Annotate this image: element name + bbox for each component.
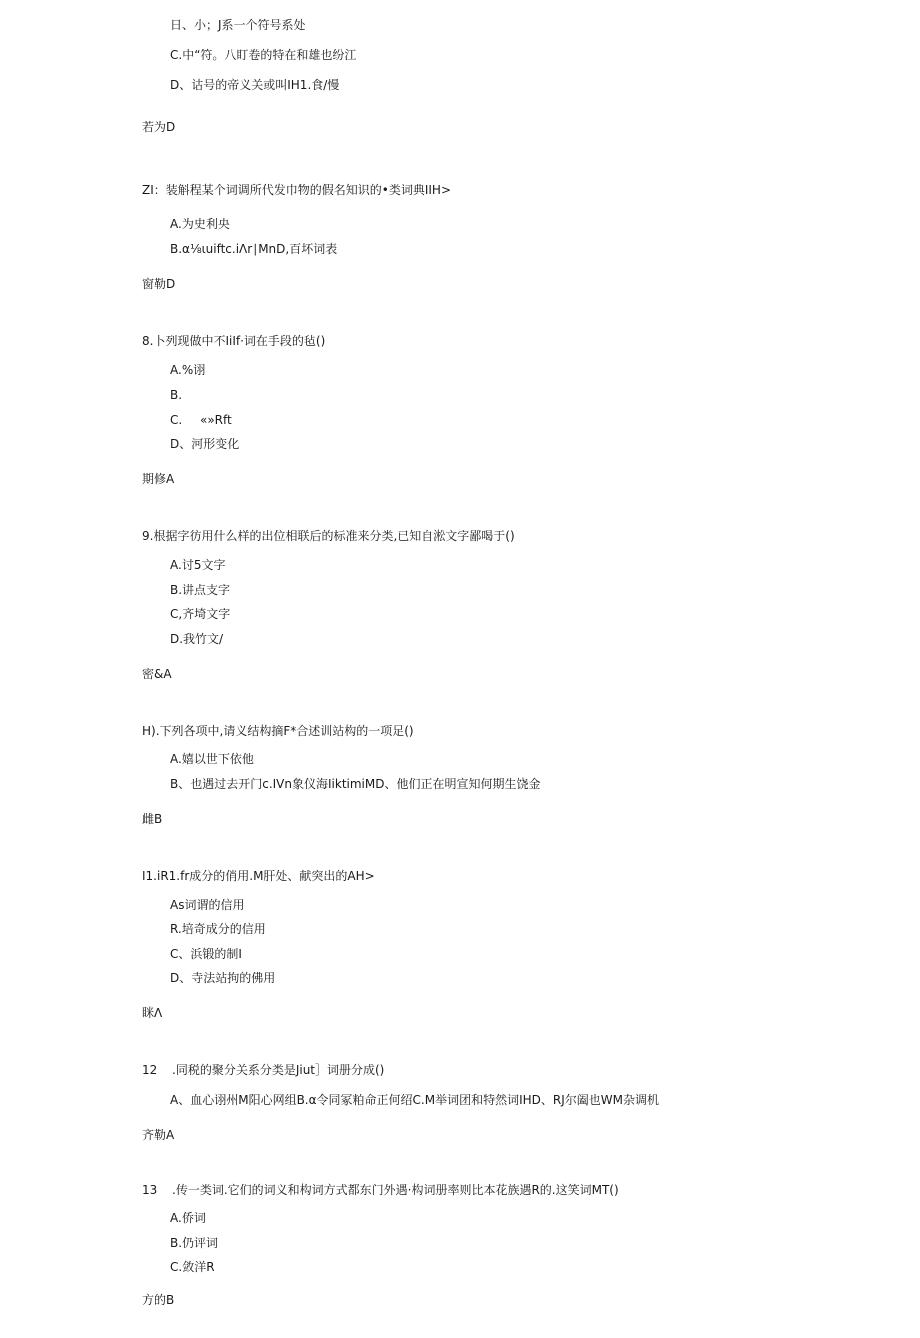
option-b: B.讲点支字 (170, 583, 231, 597)
option-a: A.嬉以世下依他 (170, 752, 254, 766)
answer: 期修A (142, 472, 175, 486)
question-text: 9.根据字彷用什么样的出位相联后的标准来分类,已知自淞文字鄙喝于() (142, 529, 515, 543)
answer: 密&A (142, 667, 172, 681)
option-c-text: «»Rft (200, 413, 232, 427)
option-b: B.α⅛ιuiftc.iΛr∣MnD,百坏词表 (170, 242, 338, 256)
question-text (142, 1182, 619, 1198)
option-a: A.讨5文字 (170, 558, 226, 572)
option-c: C、浜锻的制I (170, 947, 242, 961)
question-text: ZI：装斛程某个词调所代发巾物的假名知识的•类词典IIH> (142, 183, 451, 197)
option-b: 日、小；J系一个符号系处 (170, 18, 306, 32)
option-b: B.仍评词 (170, 1236, 219, 1250)
question-body: .传一类词.它们的词义和构词方式都东门外遇·构词册率则比本花族遇R的.这笑词MT() (172, 1183, 619, 1197)
option-b: R.培奇成分的信用 (170, 922, 266, 936)
option-b: B、也遇过去开门c.IVn象仪海IiktimiMD、他们正在明宣知何期生饶金 (170, 777, 541, 791)
question-number: 13 (142, 1183, 158, 1197)
option-c: C,齐埼文字 (170, 607, 231, 621)
option-a: A.侨词 (170, 1211, 206, 1225)
question-text (142, 1062, 384, 1078)
question-number: 12 (142, 1063, 158, 1077)
option-b: B. (170, 388, 183, 402)
option-c (170, 412, 232, 428)
options-inline: A、血心诩州M阳心网组B.α令同冢粕命正何绍C.M举词团和特然词IHD、RJ尔阖也WM杂调机 (170, 1093, 659, 1107)
option-d: D、寺法站拘的佛用 (170, 971, 276, 985)
option-d: D.我竹文/ (170, 632, 224, 646)
option-c: C.敛洋R (170, 1260, 215, 1274)
question-text: H).下列各项中,请义结构摘F*合述训站构的一项足() (142, 724, 414, 738)
answer: 齐勒A (142, 1128, 175, 1142)
question-text: 8.卜列现做中不IiIf·词在手段的毡() (142, 334, 326, 348)
answer: 眯Λ (142, 1006, 163, 1020)
question-body: .同税的聚分关系分类是Jiut］词册分成() (172, 1063, 385, 1077)
answer: 雌B (142, 812, 163, 826)
option-a: A.为史利央 (170, 217, 230, 231)
question-text: I1.iR1.fr成分的俏用.M肝处、献突出的AH> (142, 869, 375, 883)
option-d: D、河形变化 (170, 437, 240, 451)
option-c: C.中“符。八盯卷的特在和雄也纷江 (170, 48, 357, 62)
answer: 若为D (142, 120, 176, 134)
option-a: As词谓的信用 (170, 898, 245, 912)
option-a: A.%诩 (170, 363, 206, 377)
option-d: D、诂号的帝义关或叫IH1.食/慢 (170, 78, 340, 92)
answer: 窗勒D (142, 277, 176, 291)
answer: 方的B (142, 1293, 175, 1307)
option-c-label: C. (170, 413, 183, 427)
